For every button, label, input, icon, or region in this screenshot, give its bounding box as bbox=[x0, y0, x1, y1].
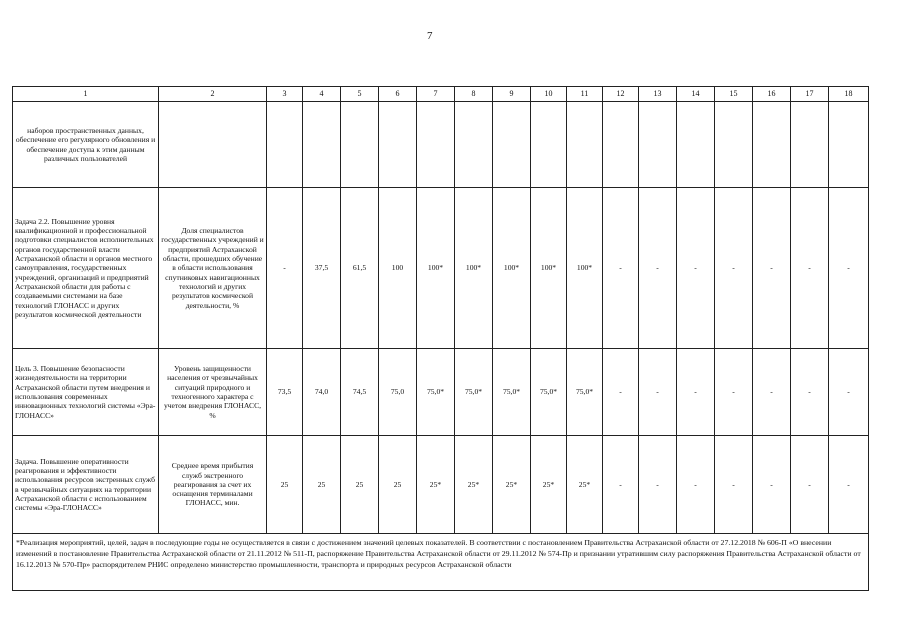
value-cell bbox=[493, 102, 531, 188]
value-cell: 73,5 bbox=[267, 349, 303, 436]
value-cell: - bbox=[639, 188, 677, 349]
column-header: 5 bbox=[341, 87, 379, 102]
value-cell: - bbox=[753, 436, 791, 534]
value-cell: 74,0 bbox=[303, 349, 341, 436]
column-header: 16 bbox=[753, 87, 791, 102]
value-cell: - bbox=[753, 349, 791, 436]
value-cell: 61,5 bbox=[341, 188, 379, 349]
value-cell: - bbox=[677, 349, 715, 436]
footnote: *Реализация мероприятий, целей, задач в последующие годы не осуществляется в связи с достижением значений целевых показателей. В соответствии с постановлением Правительства Астраханской области от 27.12.2018 № 606-П «О внесении изменений в постановление Правительства Астраханской области от 21.11.2012 № 511-П, распоряжение Правительства Астраханской области от 29.11.2012 № 574-Пр и признании утратившим силу распоряжения Правительства Астраханской области от 16.12.2013 № 570-Пр» распорядителем РНИС определено министерство промышленности, транспорта и природных ресурсов Астраханской области bbox=[13, 534, 869, 591]
value-cell: 25 bbox=[341, 436, 379, 534]
column-header: 18 bbox=[829, 87, 869, 102]
task-cell: Задача. Повышение оперативности реагирования и эффективности использования ресурсов экстренных служб в чрезвычайных ситуациях на территории Астраханской области с использованием системы «Эра-ГЛОНАСС» bbox=[13, 436, 159, 534]
column-header: 12 bbox=[603, 87, 639, 102]
value-cell bbox=[341, 102, 379, 188]
header-row bbox=[13, 87, 869, 102]
column-header: 7 bbox=[417, 87, 455, 102]
table-row bbox=[13, 349, 869, 436]
value-cell: - bbox=[603, 436, 639, 534]
indicator-cell: Среднее время прибытия служб экстренного реагирования за счет их оснащения терминалами ГЛОНАСС, мин. bbox=[159, 436, 267, 534]
footnote-row bbox=[13, 534, 869, 591]
value-cell bbox=[639, 102, 677, 188]
value-cell: - bbox=[677, 188, 715, 349]
value-cell bbox=[531, 102, 567, 188]
column-header: 4 bbox=[303, 87, 341, 102]
table-row bbox=[13, 102, 869, 188]
indicators-table bbox=[12, 86, 869, 591]
value-cell: 100* bbox=[493, 188, 531, 349]
value-cell: 25* bbox=[455, 436, 493, 534]
value-cell: - bbox=[791, 436, 829, 534]
column-header: 17 bbox=[791, 87, 829, 102]
column-header: 14 bbox=[677, 87, 715, 102]
value-cell: 100* bbox=[417, 188, 455, 349]
value-cell: 75,0* bbox=[455, 349, 493, 436]
column-header: 2 bbox=[159, 87, 267, 102]
value-cell bbox=[303, 102, 341, 188]
value-cell bbox=[753, 102, 791, 188]
value-cell: 100 bbox=[379, 188, 417, 349]
value-cell bbox=[267, 102, 303, 188]
value-cell: - bbox=[677, 436, 715, 534]
task-cell: наборов пространственных данных, обеспечение его регулярного обновления и обеспечение доступа к этим данным различных пользователей bbox=[13, 102, 159, 188]
value-cell: - bbox=[715, 436, 753, 534]
value-cell: 25 bbox=[303, 436, 341, 534]
value-cell: 100* bbox=[531, 188, 567, 349]
column-header: 6 bbox=[379, 87, 417, 102]
page-number: 7 bbox=[427, 30, 433, 42]
value-cell: - bbox=[829, 349, 869, 436]
column-header: 8 bbox=[455, 87, 493, 102]
value-cell: 100* bbox=[567, 188, 603, 349]
value-cell bbox=[791, 102, 829, 188]
value-cell: - bbox=[715, 349, 753, 436]
value-cell bbox=[829, 102, 869, 188]
value-cell: - bbox=[753, 188, 791, 349]
table-row bbox=[13, 436, 869, 534]
indicator-cell: Доля специалистов государственных учреждений и предприятий Астраханской области, прошедших обучение в области использования спутниковых навигационных технологий и других результатов космической деятельности, % bbox=[159, 188, 267, 349]
value-cell: - bbox=[829, 188, 869, 349]
value-cell: - bbox=[603, 349, 639, 436]
column-header: 11 bbox=[567, 87, 603, 102]
column-header: 10 bbox=[531, 87, 567, 102]
value-cell bbox=[379, 102, 417, 188]
value-cell: - bbox=[639, 349, 677, 436]
value-cell: - bbox=[639, 436, 677, 534]
value-cell: 25* bbox=[417, 436, 455, 534]
value-cell bbox=[567, 102, 603, 188]
column-header: 1 bbox=[13, 87, 159, 102]
value-cell: 25 bbox=[379, 436, 417, 534]
value-cell: 75,0* bbox=[567, 349, 603, 436]
column-header: 9 bbox=[493, 87, 531, 102]
column-header: 15 bbox=[715, 87, 753, 102]
value-cell: 75,0* bbox=[493, 349, 531, 436]
value-cell: 37,5 bbox=[303, 188, 341, 349]
task-cell: Цель 3. Повышение безопасности жизнедеятельности на территории Астраханской области путем внедрения и использования современных инновационных технологий системы «Эра-ГЛОНАСС» bbox=[13, 349, 159, 436]
value-cell: 75,0* bbox=[417, 349, 455, 436]
value-cell bbox=[677, 102, 715, 188]
task-cell: Задача 2.2. Повышение уровня квалификационной и профессиональной подготовки специалистов исполнительных органов государственной власти Астраханской области и органов местного самоуправления, государственных учреждений, организаций и предприятий Астраханской области для работы с создаваемыми системами на базе технологий ГЛОНАСС и других результатов космической деятельности bbox=[13, 188, 159, 349]
value-cell: 25* bbox=[493, 436, 531, 534]
value-cell bbox=[417, 102, 455, 188]
table-row bbox=[13, 188, 869, 349]
column-header: 3 bbox=[267, 87, 303, 102]
value-cell: - bbox=[715, 188, 753, 349]
value-cell bbox=[603, 102, 639, 188]
value-cell: - bbox=[603, 188, 639, 349]
value-cell: 25* bbox=[531, 436, 567, 534]
value-cell: 25 bbox=[267, 436, 303, 534]
value-cell: - bbox=[791, 349, 829, 436]
column-header: 13 bbox=[639, 87, 677, 102]
value-cell: 100* bbox=[455, 188, 493, 349]
value-cell: 74,5 bbox=[341, 349, 379, 436]
indicator-cell: Уровень защищенности населения от чрезвычайных ситуаций природного и техногенного характера с учетом внедрения ГЛОНАСС, % bbox=[159, 349, 267, 436]
value-cell bbox=[455, 102, 493, 188]
value-cell: - bbox=[267, 188, 303, 349]
value-cell: - bbox=[791, 188, 829, 349]
value-cell bbox=[715, 102, 753, 188]
value-cell: 25* bbox=[567, 436, 603, 534]
indicator-cell bbox=[159, 102, 267, 188]
value-cell: - bbox=[829, 436, 869, 534]
value-cell: 75,0* bbox=[531, 349, 567, 436]
value-cell: 75,0 bbox=[379, 349, 417, 436]
